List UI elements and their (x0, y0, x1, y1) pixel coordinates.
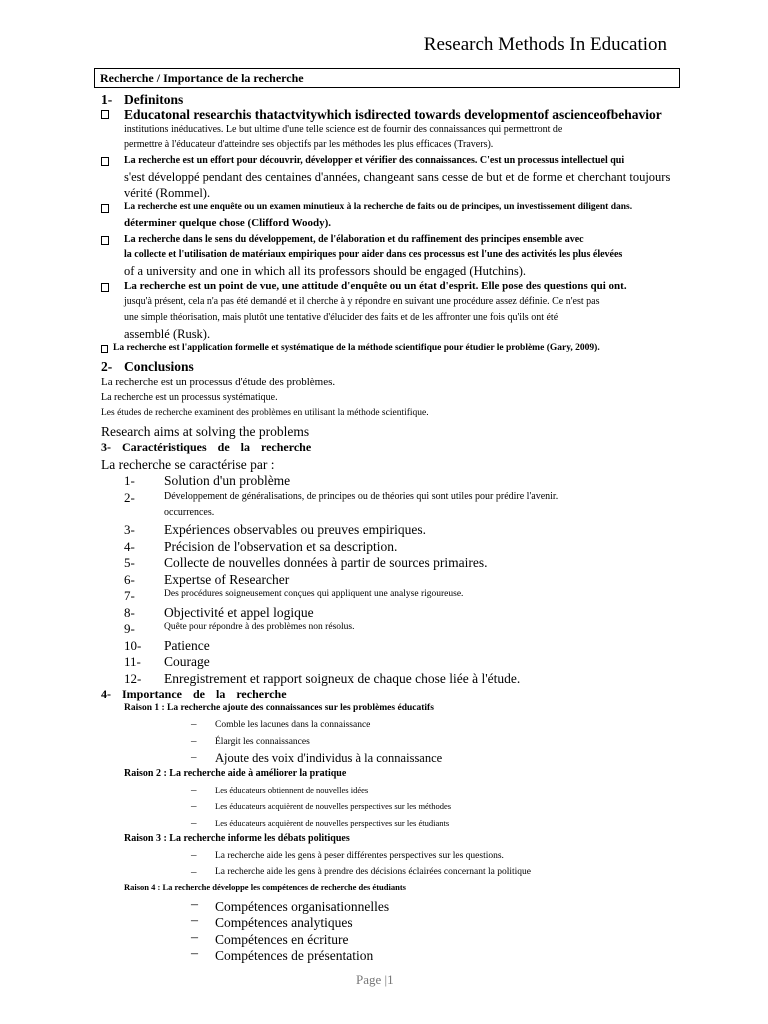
dash-bullet-icon: – (191, 930, 198, 945)
reason-2-title: Raison 2 : La recherche aide à améliorer la pratique (124, 768, 347, 779)
reason-3-item: La recherche aide les gens à prendre des décisions éclairées concernant la politique (215, 867, 531, 877)
dash-bullet-icon: – (191, 817, 197, 829)
characteristic-item: Courage (164, 654, 210, 669)
reason-4-item: Compétences en écriture (215, 932, 349, 947)
characteristic-item: Expertse of Researcher (164, 572, 290, 587)
list-number: 6- (124, 572, 135, 587)
conclusions-heading-number: 2- (101, 359, 113, 374)
dash-bullet-icon: – (191, 784, 197, 796)
list-number: 8- (124, 605, 135, 620)
characteristics-intro: La recherche se caractérise par : (101, 457, 275, 472)
list-number: 7- (124, 588, 135, 603)
definition-4-line-3: of a university and one in which all its professors should be engaged (Hutchins). (124, 264, 526, 278)
definition-3-line-1: La recherche est une enquête ou un examen minutieux à la recherche de faits ou de principes, un investissement diligent dans. (124, 202, 633, 212)
characteristic-item: Précision de l'observation et sa description. (164, 539, 398, 554)
list-number: 5- (124, 555, 135, 570)
definition-1-line-2: institutions inéducatives. Le but ultime d'une telle science est de fournir des connaissances qui permettront de (124, 124, 563, 135)
conclusions-heading: Conclusions (124, 359, 194, 374)
reason-2-item: Les éducateurs acquièrent de nouvelles perspectives sur les méthodes (215, 801, 452, 811)
definition-5-line-2: jusqu'à présent, cela n'a pas été demandé et il cherche à y répondre en suivant une procédure assez définie. Ce n'est pas (124, 296, 600, 307)
definition-1-line-3: permettre à l'éducateur d'atteindre ses objectifs par les méthodes les plus efficaces (Travers). (124, 139, 494, 150)
characteristic-item: Solution d'un problème (164, 473, 291, 488)
characteristics-heading: 3- Caractéristiques de la recherche (101, 440, 312, 454)
list-number: 10- (124, 638, 142, 653)
definition-4-line-1: La recherche dans le sens du développement, de l'élaboration et du raffinement des principes ensemble avec (124, 234, 584, 245)
dash-bullet-icon: – (191, 913, 198, 928)
list-number: 3- (124, 522, 135, 537)
characteristic-item: Objectivité et appel logique (164, 605, 314, 620)
conclusion-4: Research aims at solving the problems (101, 424, 310, 439)
dash-bullet-icon: – (191, 735, 197, 747)
reason-4-item: Compétences de présentation (215, 948, 374, 963)
definitions-heading: Definitons (124, 92, 184, 107)
list-number: 2- (124, 490, 135, 505)
characteristic-item: Collecte de nouvelles données à partir de sources primaires. (164, 555, 488, 570)
definition-2-line-1: La recherche est un effort pour découvrir, développer et vérifier des connaissances. C'est un processus intellectuel qui (124, 155, 625, 166)
definitions-heading-number: 1- (101, 92, 113, 107)
characteristic-item: Expériences observables ou preuves empiriques. (164, 522, 427, 537)
definition-5-line-1: La recherche est un point de vue, une attitude d'enquête ou un état d'esprit. Elle pose des questions qui ont. (124, 280, 627, 292)
list-number: 9- (124, 621, 135, 636)
dash-bullet-icon: – (191, 849, 197, 861)
conclusion-1: La recherche est un processus d'étude des problèmes. (101, 376, 336, 388)
characteristic-item: Développement de généralisations, de principes ou de théories qui sont utiles pour prédire l'avenir. (164, 491, 559, 502)
list-number: 12- (124, 671, 142, 686)
characteristic-item: Enregistrement et rapport soigneux de chaque chose liée à l'étude. (164, 671, 521, 686)
reason-2-item: Les éducateurs acquièrent de nouvelles perspectives sur les étudiants (215, 818, 450, 828)
page-header-title: Research Methods In Education (423, 34, 667, 55)
dash-bullet-icon: – (191, 751, 197, 763)
reason-2-item: Les éducateurs obtiennent de nouvelles idées (215, 785, 369, 795)
reason-4-title: Raison 4 : La recherche développe les compétences de recherche des étudiants (124, 882, 406, 892)
reason-1-item: Élargit les connaissances (215, 737, 310, 747)
reason-1-item: Ajoute des voix d'individus à la connaissance (215, 751, 443, 765)
definition-4-line-2: la collecte et l'utilisation de matériaux empiriques pour aider dans ces processus est l'une des activités les plus élevées (124, 249, 623, 260)
definition-1-line-1: Educatonal researchis thatactvitywhich isdirected towards developmentof ascienceofbehavior (124, 107, 662, 122)
list-number: 11- (124, 654, 141, 669)
checkbox-bullet-icon (101, 110, 109, 119)
reason-1-item: Comble les lacunes dans la connaissance (215, 720, 371, 730)
importance-heading: 4- Importance de la recherche (101, 687, 287, 701)
reason-4-item: Compétences analytiques (215, 915, 353, 930)
conclusion-2: La recherche est un processus systématique. (101, 392, 278, 403)
conclusion-3: Les études de recherche examinent des problèmes en utilisant la méthode scientifique. (101, 408, 429, 418)
characteristic-item-continuation: occurrences. (164, 507, 215, 518)
checkbox-bullet-icon (101, 236, 109, 245)
list-number: 4- (124, 539, 135, 554)
checkbox-bullet-icon (101, 157, 109, 166)
definition-5-line-3: une simple théorisation, mais plutôt une tentative d'élucider des faits et de les affronter une fois qu'ils ont été (124, 312, 559, 323)
definition-5-line-4: assemblé (Rusk). (124, 327, 211, 341)
definition-2-line-2: s'est développé pendant des centaines d'années, changeant sans cesse de but et de forme et cherchant toujours (124, 170, 671, 184)
dash-bullet-icon: – (191, 718, 197, 730)
reason-3-title: Raison 3 : La recherche informe les débats politiques (124, 833, 350, 844)
characteristic-item: Patience (164, 638, 210, 653)
definition-6: La recherche est l'application formelle et systématique de la méthode scientifique pour étudier le problème (Gary, 2009). (113, 343, 600, 353)
dash-bullet-icon: – (191, 800, 197, 812)
list-number: 1- (124, 473, 135, 488)
reason-1-title: Raison 1 : La recherche ajoute des connaissances sur les problèmes éducatifs (124, 703, 434, 713)
characteristic-item: Des procédures soigneusement conçues qui appliquent une analyse rigoureuse. (164, 589, 464, 599)
checkbox-bullet-icon (101, 204, 109, 213)
checkbox-bullet-icon (101, 345, 108, 353)
checkbox-bullet-icon (101, 283, 109, 292)
definition-2-line-3: vérité (Rommel). (124, 186, 211, 200)
reason-3-item: La recherche aide les gens à peser différentes perspectives sur les questions. (215, 851, 504, 861)
reason-4-item: Compétences organisationnelles (215, 899, 390, 914)
characteristic-item: Quête pour répondre à des problèmes non résolus. (164, 622, 355, 632)
section-title-box: Recherche / Importance de la recherche (94, 68, 680, 88)
definition-3-line-2: déterminer quelque chose (Clifford Woody). (124, 217, 332, 229)
dash-bullet-icon: – (191, 866, 197, 878)
dash-bullet-icon: – (191, 946, 198, 961)
dash-bullet-icon: – (191, 897, 198, 912)
page-number: Page |1 (356, 972, 394, 987)
